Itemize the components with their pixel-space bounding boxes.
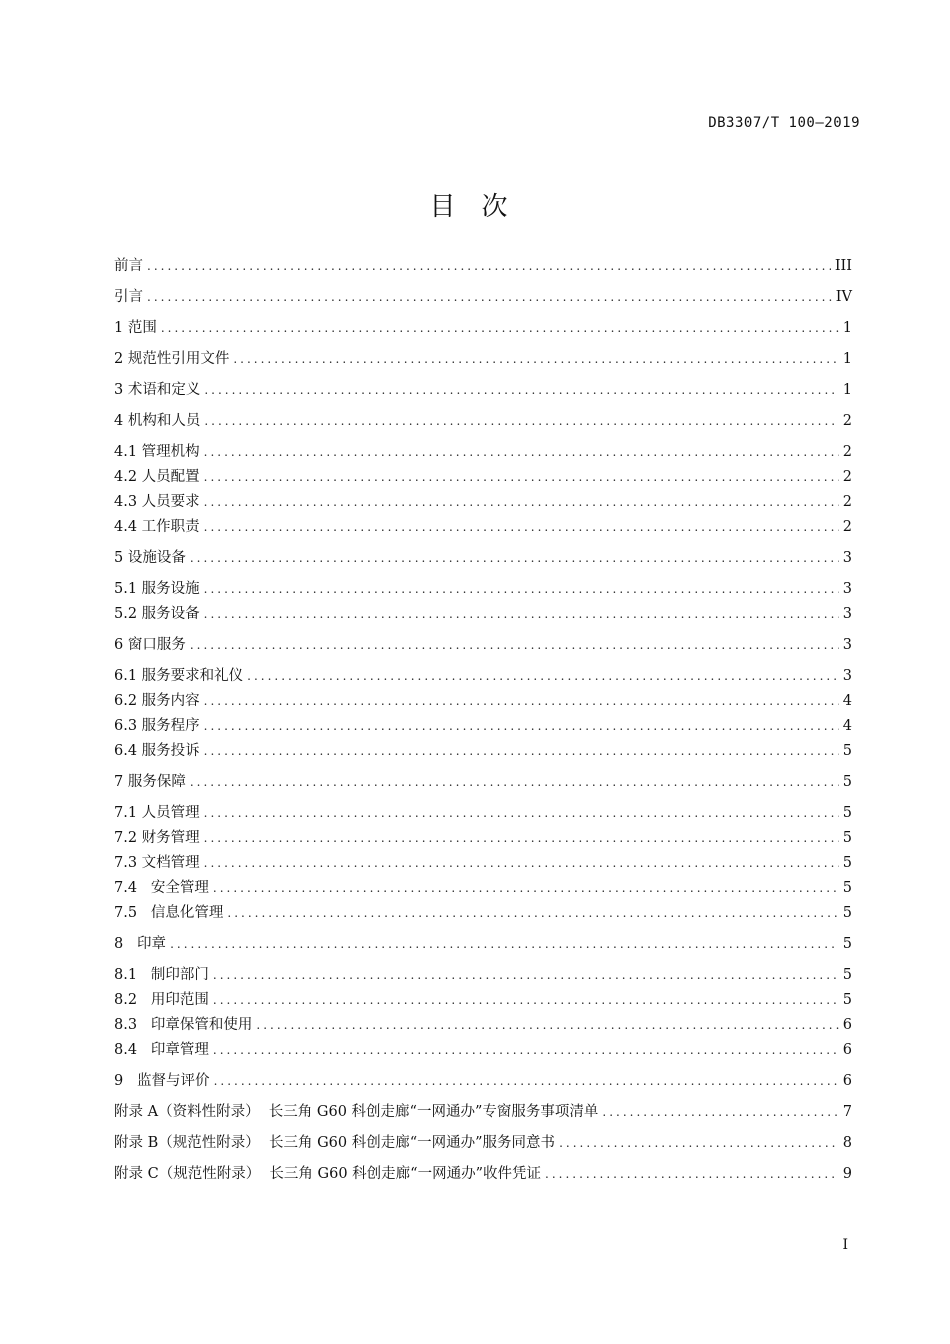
toc-entry-page: 3 [842,550,852,566]
toc-entry-page: 4 [842,718,852,734]
toc-entry[interactable] [114,491,852,513]
toc-leader-dots [204,740,839,762]
toc-entry[interactable] [114,634,852,656]
toc-entry-page: 6 [842,1017,852,1033]
toc-entry[interactable] [114,989,852,1011]
toc-entry-label: 前言 [114,258,143,274]
toc-leader-dots [247,665,839,687]
document-code: DB3307/T 100—2019 [708,115,860,131]
toc-entry-page: 5 [842,992,852,1008]
toc-entry[interactable] [114,1039,852,1061]
toc-leader-dots [214,1070,839,1092]
toc-entry-label: 4.2 人员配置 [114,469,200,485]
toc-entry-page: 2 [842,494,852,510]
toc-entry-label: 6.2 服务内容 [114,693,200,709]
toc-entry-page: 3 [842,606,852,622]
toc-entry-label: 7.2 财务管理 [114,830,200,846]
toc-leader-dots [213,877,839,899]
toc-entry-page: 5 [842,830,852,846]
toc-entry-label: 3 术语和定义 [114,382,201,398]
toc-entry-label: 5.2 服务设备 [114,606,200,622]
toc-entry-label: 7.5 信息化管理 [114,905,224,921]
toc-leader-dots [190,634,839,656]
toc-entry-page: 7 [842,1104,852,1120]
toc-entry-label: 7.3 文档管理 [114,855,200,871]
toc-entry[interactable] [114,466,852,488]
toc-entry-label: 6.1 服务要求和礼仪 [114,668,244,684]
toc-leader-dots [204,466,839,488]
toc-entry-page: III [834,258,852,274]
toc-leader-dots [204,410,838,432]
toc-entry-label: 附录 A（资料性附录） 长三角 G60 科创走廊“一网通办”专窗服务事项清单 [114,1104,599,1120]
toc-entry-label: 6 窗口服务 [114,637,186,653]
toc-entry-label: 7 服务保障 [114,774,186,790]
toc-entry[interactable] [114,1101,852,1123]
toc-entry-label: 4.4 工作职责 [114,519,200,535]
toc-entry-label: 引言 [114,289,143,305]
toc-entry-page: 6 [842,1073,852,1089]
toc-entry-page: 3 [842,581,852,597]
toc-leader-dots [602,1101,838,1123]
toc-leader-dots [204,516,839,538]
toc-entry-page: 2 [842,413,852,429]
toc-entry-label: 4.3 人员要求 [114,494,200,510]
toc-entry-page: 1 [842,382,852,398]
toc-entry-page: 1 [842,351,852,367]
toc-entry[interactable] [114,1070,852,1092]
toc-entry[interactable] [114,852,852,874]
toc-leader-dots [559,1132,839,1154]
toc-leader-dots [204,690,839,712]
toc-entry[interactable] [114,690,852,712]
toc-entry[interactable] [114,964,852,986]
toc-entry-label: 7.1 人员管理 [114,805,200,821]
toc-entry[interactable] [114,379,852,401]
toc-entry-page: 2 [842,444,852,460]
toc-entry-page: 5 [842,774,852,790]
toc-entry-page: 5 [842,855,852,871]
toc-entry[interactable] [114,547,852,569]
toc-leader-dots [233,348,838,370]
toc-entry[interactable] [114,802,852,824]
toc-entry-page: 1 [842,320,852,336]
toc-entry[interactable] [114,665,852,687]
toc-entry[interactable] [114,933,852,955]
toc-entry-page: 5 [842,880,852,896]
toc-entry-label: 4 机构和人员 [114,413,201,429]
toc-leader-dots [204,802,839,824]
toc-entry[interactable] [114,348,852,370]
toc-entry[interactable] [114,827,852,849]
toc-leader-dots [204,578,839,600]
toc-leader-dots [213,1039,839,1061]
toc-entry-label: 1 范围 [114,320,157,336]
toc-entry-label: 7.4 安全管理 [114,880,209,896]
toc-entry-label: 8.4 印章管理 [114,1042,209,1058]
toc-entry[interactable] [114,740,852,762]
toc-entry[interactable] [114,255,852,277]
toc-entry-label: 8.3 印章保管和使用 [114,1017,253,1033]
toc-entry-label: 8.2 用印范围 [114,992,209,1008]
toc-leader-dots [213,989,839,1011]
toc-entry-page: 5 [842,743,852,759]
toc-entry[interactable] [114,1132,852,1154]
toc-leader-dots [190,771,839,793]
toc-entry-page: 9 [842,1166,852,1182]
toc-leader-dots [204,603,839,625]
toc-entry-page: 8 [842,1135,852,1151]
page-title: 目次 [429,192,534,222]
toc-entry[interactable] [114,902,852,924]
toc-leader-dots [204,852,839,874]
toc-entry-label: 6.3 服务程序 [114,718,200,734]
toc-leader-dots [545,1163,839,1185]
toc-entry-label: 5 设施设备 [114,550,186,566]
toc-leader-dots [256,1014,838,1036]
page-number: I [842,1237,848,1253]
toc-entry-label: 附录 C（规范性附录） 长三角 G60 科创走廊“一网通办”收件凭证 [114,1166,541,1182]
toc-leader-dots [147,255,831,277]
toc-entry[interactable] [114,441,852,463]
toc-entry-label: 4.1 管理机构 [114,444,200,460]
toc-entry-label: 6.4 服务投诉 [114,743,200,759]
toc-entry[interactable] [114,1014,852,1036]
toc-leader-dots [204,491,839,513]
toc-leader-dots [190,547,839,569]
toc-leader-dots [213,964,839,986]
toc-entry[interactable] [114,603,852,625]
toc-entry-label: 5.1 服务设施 [114,581,200,597]
toc-entry-label: 附录 B（规范性附录） 长三角 G60 科创走廊“一网通办”服务同意书 [114,1135,556,1151]
toc-entry[interactable] [114,410,852,432]
toc-entry-label: 8 印章 [114,936,167,952]
toc-entry-page: 5 [842,967,852,983]
toc-entry[interactable] [114,877,852,899]
toc-leader-dots [170,933,839,955]
toc-entry[interactable] [114,516,852,538]
toc-leader-dots [204,379,838,401]
toc-leader-dots [147,286,832,308]
toc-leader-dots [204,715,839,737]
toc-entry[interactable] [114,771,852,793]
toc-entry-label: 2 规范性引用文件 [114,351,230,367]
toc-leader-dots [204,827,839,849]
toc-entry-page: 2 [842,519,852,535]
toc-leader-dots [227,902,838,924]
toc-entry[interactable] [114,1163,852,1185]
toc-entry-page: 3 [842,637,852,653]
toc-entry-page: 5 [842,905,852,921]
toc-entry-page: 5 [842,936,852,952]
toc-entry-page: 2 [842,469,852,485]
toc-entry[interactable] [114,715,852,737]
toc-entry[interactable] [114,286,852,308]
toc-leader-dots [204,441,839,463]
toc-entry-page: IV [835,289,852,305]
toc-entry-page: 6 [842,1042,852,1058]
toc-entry-page: 5 [842,805,852,821]
toc-entry[interactable] [114,317,852,339]
toc-entry-label: 8.1 制印部门 [114,967,209,983]
toc-entry-page: 3 [842,668,852,684]
toc-entry[interactable] [114,578,852,600]
toc-leader-dots [161,317,839,339]
toc-entry-label: 9 监督与评价 [114,1073,210,1089]
toc-entry-page: 4 [842,693,852,709]
